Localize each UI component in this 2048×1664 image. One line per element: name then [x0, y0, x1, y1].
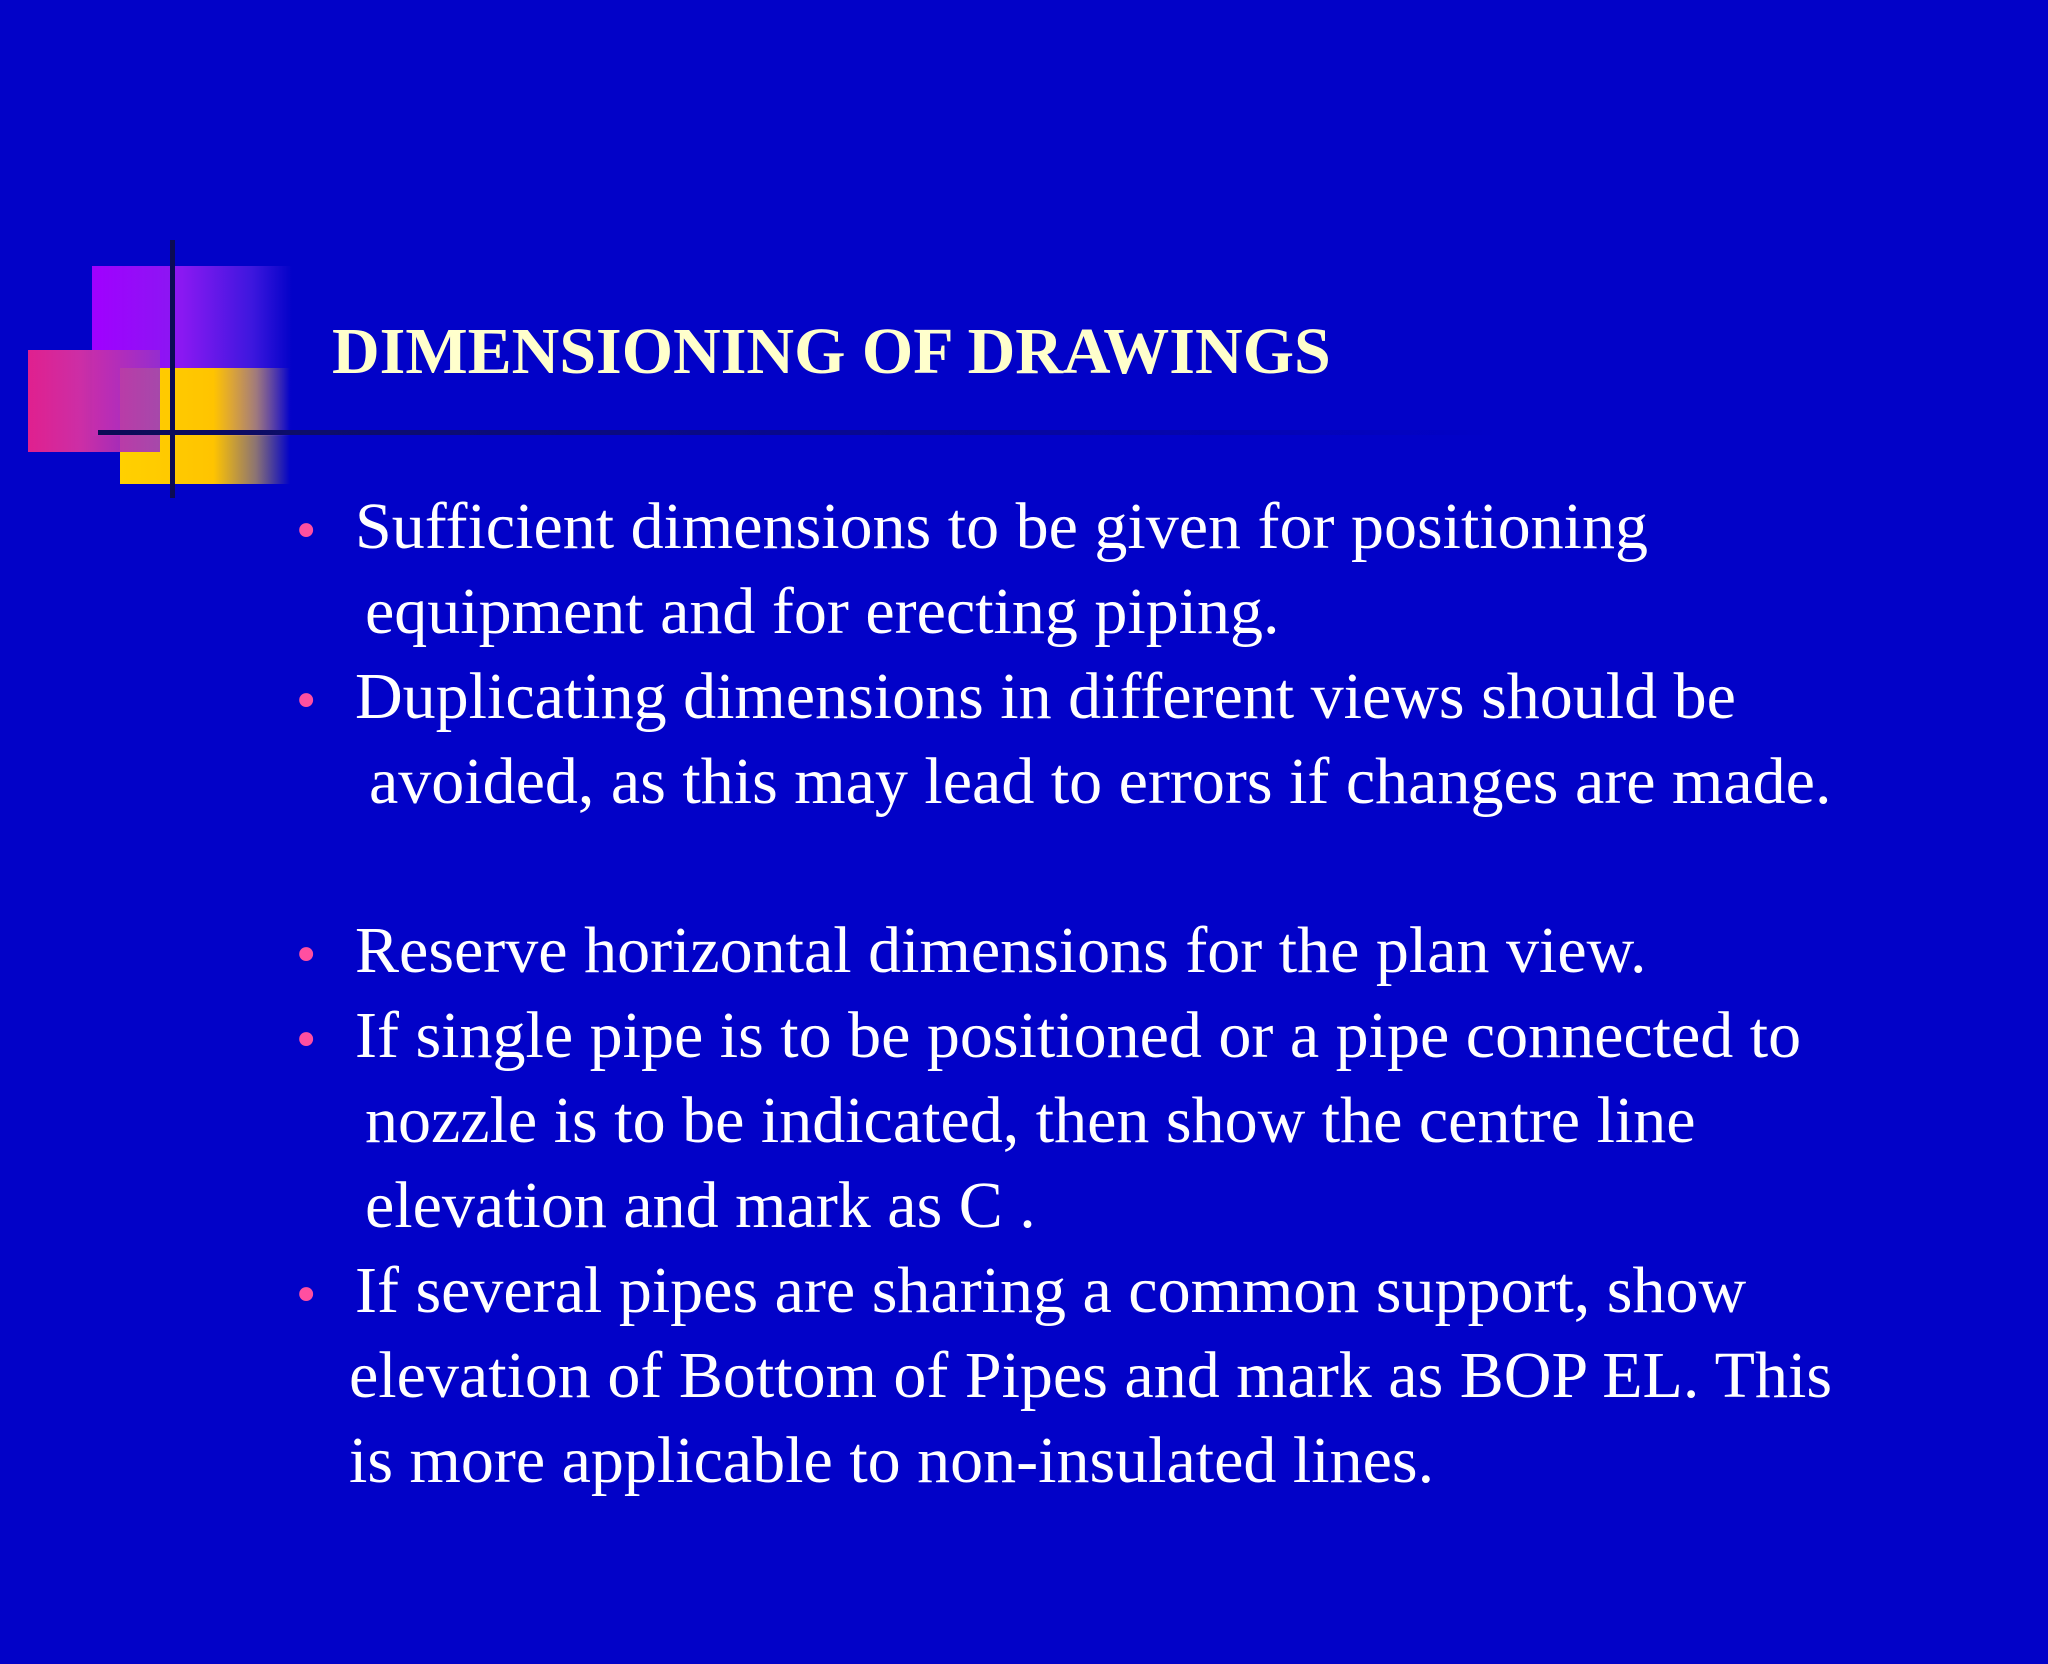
list-item	[355, 654, 1831, 824]
list-item-line: elevation and mark as C .	[365, 1169, 1036, 1242]
list-item-line: Sufficient dimensions to be given for positioning	[355, 490, 1648, 563]
bullet-marker: •	[292, 504, 321, 560]
bullet-marker: •	[292, 674, 321, 730]
list-item-line: Reserve horizontal dimensions for the plan view.	[355, 914, 1647, 987]
list-item	[349, 1248, 1833, 1503]
list-item-line: Duplicating dimensions in different views should be	[355, 660, 1736, 733]
list-item-line: avoided, as this may lead to errors if changes are made.	[369, 745, 1832, 818]
bullet-marker: •	[292, 1268, 321, 1324]
list-item-line: equipment and for erecting piping.	[365, 575, 1280, 648]
slide-title: DIMENSIONING OF DRAWINGS	[332, 315, 1331, 388]
list-item-line: nozzle is to be indicated, then show the centre line	[365, 1084, 1696, 1157]
list-item	[355, 908, 1647, 993]
bullet-marker: •	[292, 928, 321, 984]
list-item-line: If several pipes are sharing a common support, show	[355, 1254, 1747, 1327]
list-item-line: is more applicable to non-insulated lines.	[349, 1424, 1435, 1497]
list-item	[355, 484, 1648, 654]
list-item-line: elevation of Bottom of Pipes and mark as BOP EL. This	[349, 1339, 1833, 1412]
list-item-line: If single pipe is to be positioned or a pipe connected to	[355, 999, 1802, 1072]
bullet-marker: •	[292, 1013, 321, 1069]
list-item	[355, 993, 1801, 1248]
